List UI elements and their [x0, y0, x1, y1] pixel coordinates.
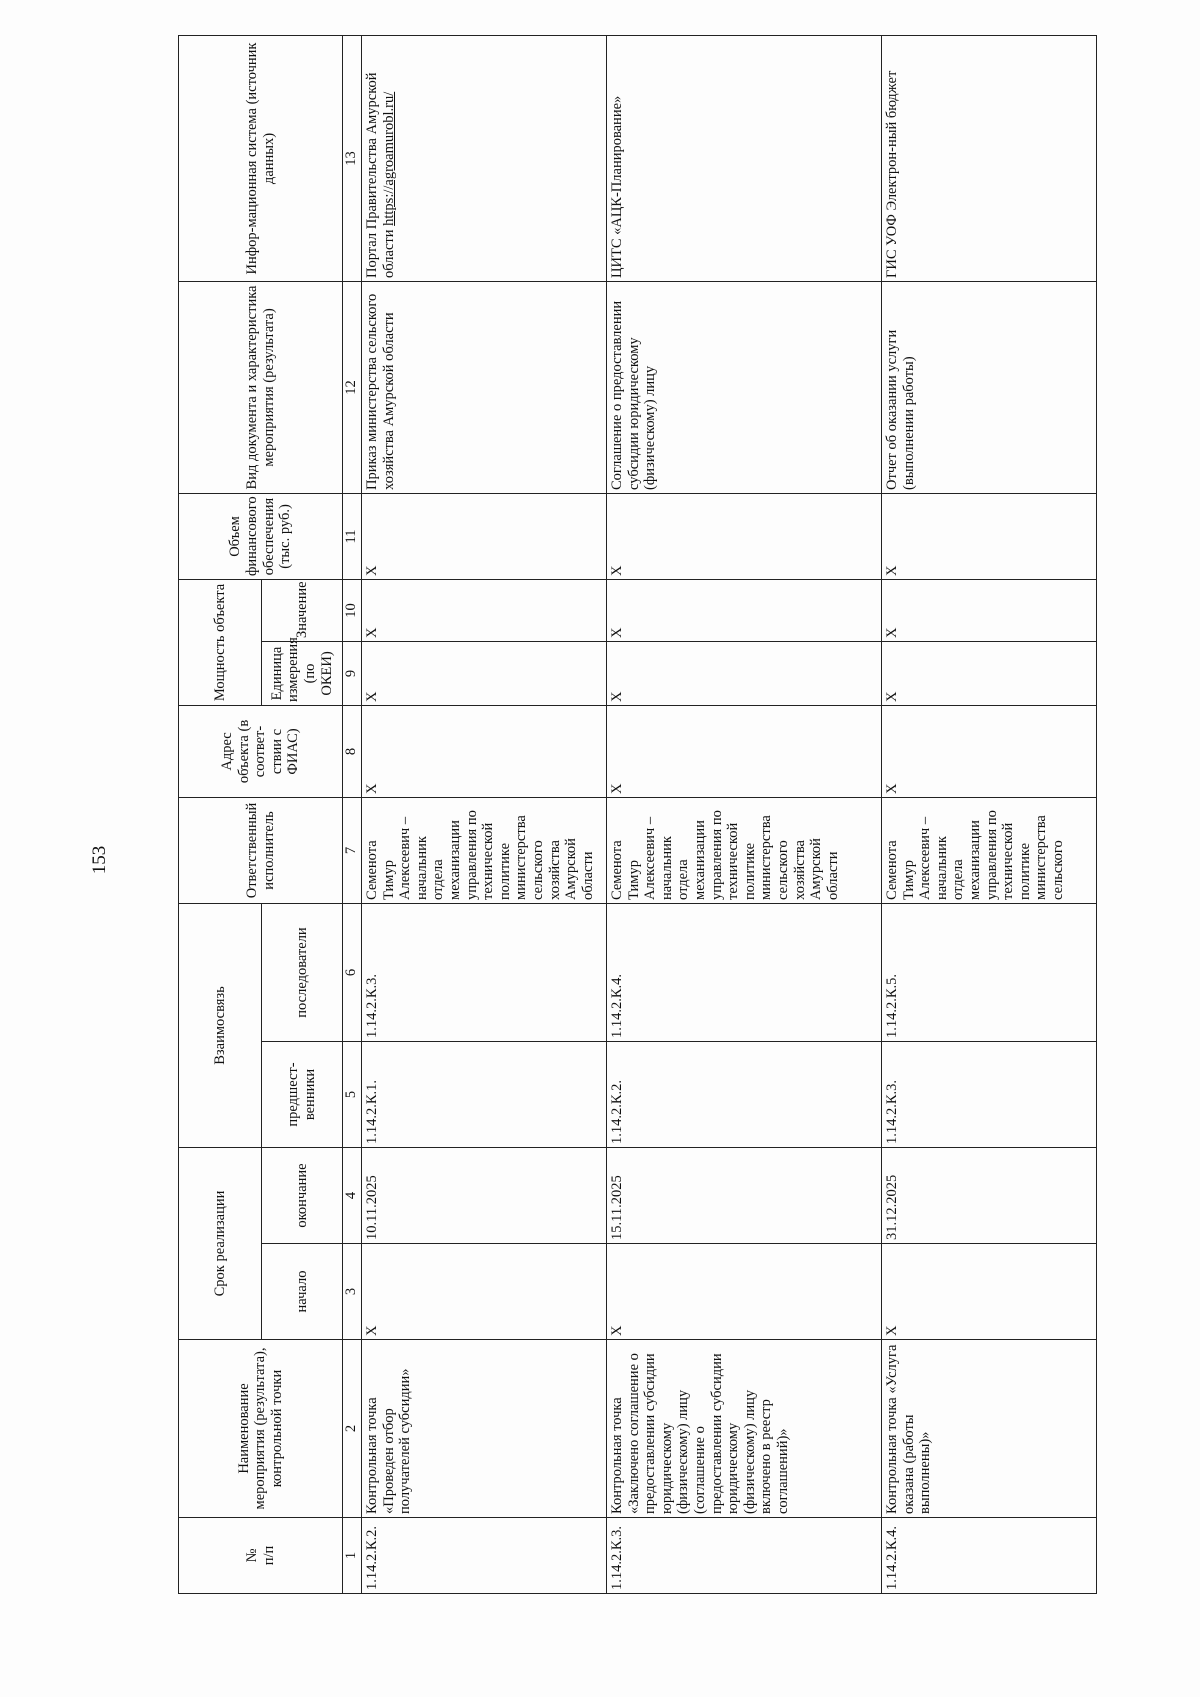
header-info-system: Инфор-мационная система (источник данных) — [179, 35, 343, 281]
cell-unit: X — [882, 641, 1097, 705]
cell-value: X — [882, 579, 1097, 641]
cell-next: 1.14.2.К.5. — [882, 903, 1097, 1041]
cell-finance: X — [607, 493, 882, 579]
col-number: 12 — [343, 281, 362, 493]
portal-link[interactable]: https://agroamurobl.ru/ — [380, 91, 397, 226]
table-row — [607, 35, 882, 1593]
page-number: 153 — [89, 845, 110, 875]
cell-unit: X — [362, 641, 607, 705]
document-page — [178, 36, 1070, 1594]
col-number: 7 — [343, 797, 362, 903]
cell-num: 1.14.2.К.2. — [362, 1518, 607, 1594]
cell-next: 1.14.2.К.4. — [607, 903, 882, 1041]
cell-document: Соглашение о предоставлении субсидии юридическому (физическому) лицу — [607, 281, 882, 493]
header-term: Срок реализации — [179, 1148, 262, 1340]
cell-document: Отчет об оказании услуги (выполнении работы) — [882, 281, 1097, 493]
plan-table — [178, 35, 1097, 1594]
header-link: Взаимосвязь — [179, 903, 262, 1147]
cell-end: 31.12.2025 — [882, 1148, 1097, 1244]
col-number: 10 — [343, 579, 362, 641]
col-number: 8 — [343, 705, 362, 797]
cell-name: Контрольная точка «Заключено соглашение о предоставлении субсидии юридическому (физическому) лицу (соглашение о предоставлении субсидии юридическому (физическому) лицу включено в реестр соглашений)» — [607, 1340, 882, 1518]
header-capacity: Мощность объекта — [179, 579, 262, 705]
header-responsible: Ответственный исполнитель — [179, 797, 343, 903]
col-number: 6 — [343, 903, 362, 1041]
info-text: ЦИТС «АЦК-Планирование» — [609, 95, 625, 278]
cell-info — [362, 35, 607, 281]
cell-unit: X — [607, 641, 882, 705]
cell-address: X — [882, 705, 1097, 797]
cell-end: 15.11.2025 — [607, 1148, 882, 1244]
table-row — [362, 35, 607, 1593]
cell-finance: X — [882, 493, 1097, 579]
cell-info — [607, 35, 882, 281]
cell-responsible: Семенота Тимур Алексеевич – начальник отдела механизации управления по технической политике министерства сельского хозяйства Амурской области — [607, 797, 882, 903]
column-numbers-row — [343, 35, 362, 1593]
cell-start: X — [362, 1244, 607, 1340]
cell-num: 1.14.2.К.4. — [882, 1518, 1097, 1594]
cell-num: 1.14.2.К.3. — [607, 1518, 882, 1594]
header-row — [179, 35, 262, 1593]
cell-value: X — [607, 579, 882, 641]
cell-address: X — [362, 705, 607, 797]
table-row — [882, 35, 1097, 1593]
cell-end: 10.11.2025 — [362, 1148, 607, 1244]
cell-value: X — [362, 579, 607, 641]
header-link-prev: предшест-венники — [262, 1042, 343, 1148]
cell-name: Контрольная точка «Услуга оказана (работы выполнены)» — [882, 1340, 1097, 1518]
col-number: 11 — [343, 493, 362, 579]
cell-name: Контрольная точка «Проведен отбор получателей субсидии» — [362, 1340, 607, 1518]
col-number: 5 — [343, 1042, 362, 1148]
cell-next: 1.14.2.К.3. — [362, 903, 607, 1041]
header-name: Наименование мероприятия (результата), контрольной точки — [179, 1340, 343, 1518]
cell-responsible: Семенота Тимур Алексеевич – начальник отдела механизации управления по технической политике министерства сельского хозяйства Амурской области — [362, 797, 607, 903]
col-number: 3 — [343, 1244, 362, 1340]
header-num: № п/п — [179, 1518, 343, 1594]
col-number: 9 — [343, 641, 362, 705]
info-text: ГИС УОФ Электрон-ный бюджет — [884, 70, 900, 278]
header-finance: Объем финансового обеспечения (тыс. руб.) — [179, 493, 343, 579]
cell-prev: 1.14.2.К.1. — [362, 1042, 607, 1148]
col-number: 13 — [343, 35, 362, 281]
col-number: 4 — [343, 1148, 362, 1244]
cell-prev: 1.14.2.К.2. — [607, 1042, 882, 1148]
cell-info — [882, 35, 1097, 281]
header-cap-value: Значение — [262, 579, 343, 641]
header-term-end: окончание — [262, 1148, 343, 1244]
cell-start: X — [607, 1244, 882, 1340]
cell-finance: X — [362, 493, 607, 579]
col-number: 1 — [343, 1518, 362, 1594]
header-document: Вид документа и характеристика мероприятия (результата) — [179, 281, 343, 493]
info-text: Портал Правительства Амурской области — [364, 72, 397, 278]
cell-prev: 1.14.2.К.3. — [882, 1042, 1097, 1148]
cell-responsible: Семенота Тимур Алексеевич – начальник отдела механизации управления по технической политике министерства сельского — [882, 797, 1097, 903]
cell-address: X — [607, 705, 882, 797]
header-term-start: начало — [262, 1244, 343, 1340]
col-number: 2 — [343, 1340, 362, 1518]
header-cap-unit: Единица измерения (по ОКЕИ) — [262, 641, 343, 705]
header-address: Адрес объекта (в соответ-ствии с ФИАС) — [179, 705, 343, 797]
cell-start: X — [882, 1244, 1097, 1340]
cell-document: Приказ министерства сельского хозяйства Амурской области — [362, 281, 607, 493]
header-link-next: последователи — [262, 903, 343, 1041]
